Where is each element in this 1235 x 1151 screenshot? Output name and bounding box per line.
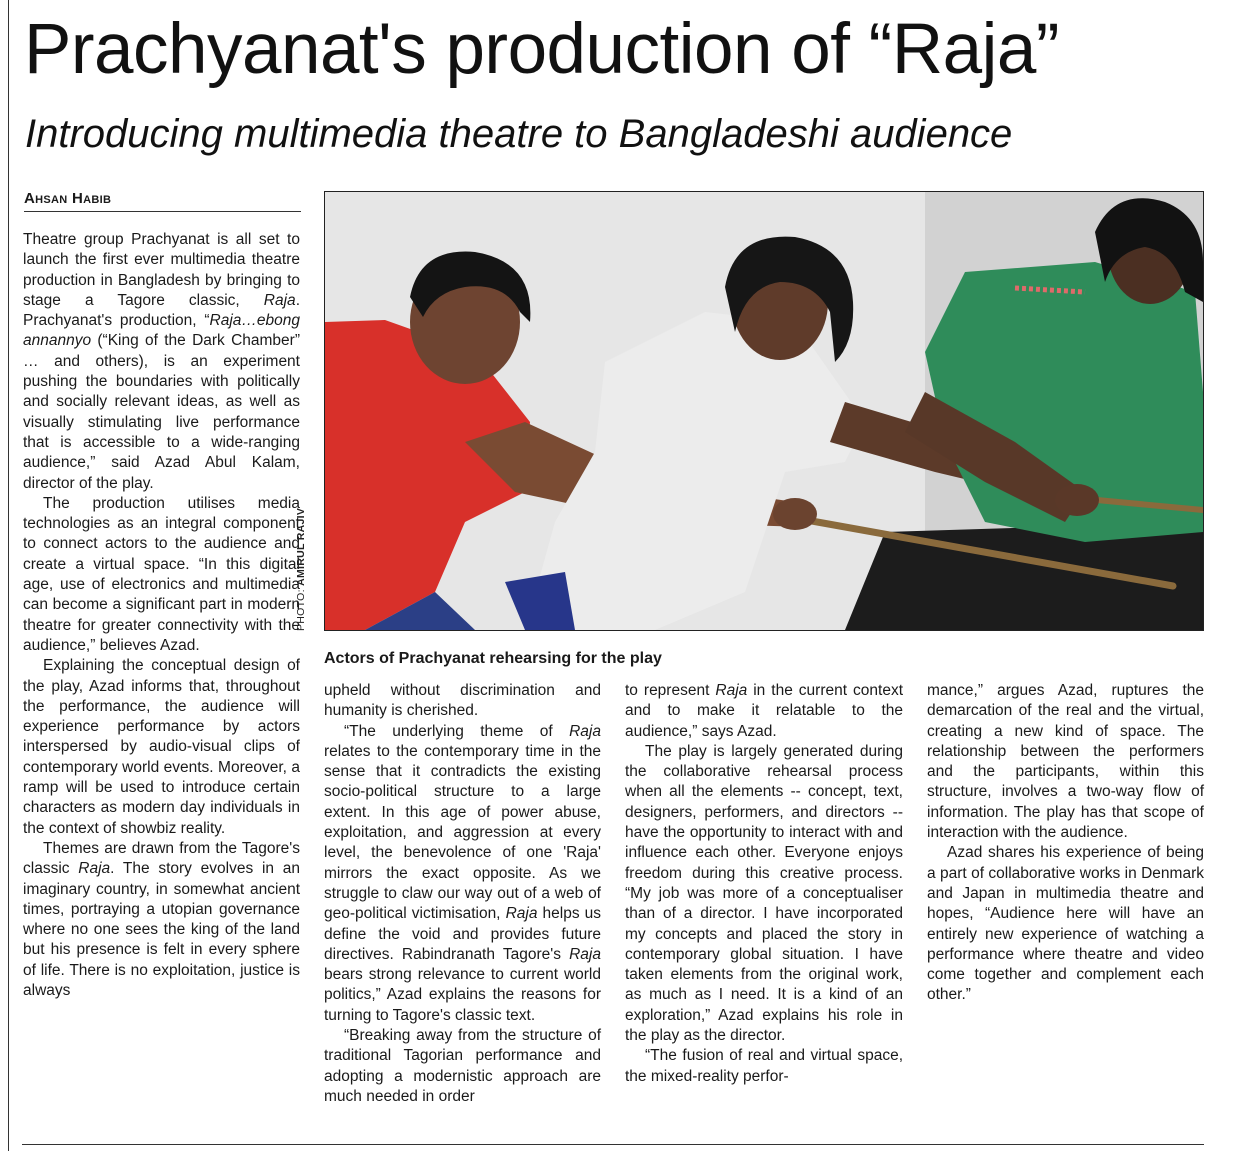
subheadline: Introducing multimedia theatre to Bangladeshi audience — [25, 112, 1013, 156]
paragraph: The play is largely generated during the collaborative rehearsal process when all the elements -- concept, text, designers, performers, and directors -- have the opportunity to interact with and influence each other. Everyone enjoys freedom during this creative process. “My job was more of a conceptualiser than of a director. I have incorporated my concepts and placed the story in contemporary global situation. I have taken elements from the original work, as much as I need. It is a kind of an exploration,” Azad explains his role in the play as the director. — [625, 742, 903, 1045]
byline: Ahsan Habib — [24, 190, 301, 212]
article-photo — [324, 191, 1204, 631]
paragraph: “Breaking away from the structure of traditional Tagorian performance and adopting a modernistic approach are much needed in order — [324, 1027, 601, 1105]
paragraph: Theatre group Prachyanat is all set to launch the first ever multimedia theatre production in Bangladesh by bringing to stage a Tagore classic, Raja. Prachyanat's production, “Raja…ebong annannyo (“King of the Dark Chamber” … and others), is an experiment pushing the boundaries with politically and socially relevant ideas, as well as visually stimulating live performance that is accessible to a wide-ranging audience,” said Azad Abul Kalam, director of the play. — [23, 231, 300, 492]
paragraph: Explaining the conceptual design of the play, Azad informs that, throughout the performance, the audience will experience performance by actors interspersed by audio-visual clips of contemporary world events. Moreover, a ramp will be used to introduce certain characters as modern day individuals in the context of showbiz reality. — [23, 657, 300, 837]
photo-caption: Actors of Prachyanat rehearsing for the play — [324, 650, 662, 667]
paragraph: Themes are drawn from the Tagore's classic Raja. The story evolves in an imaginary country, in somewhat ancient times, portraying a utopian governance where no one sees the king of the land but his presence is felt in every sphere of life. There is no exploitation, justice is always — [23, 839, 300, 999]
left-column-rule — [8, 0, 9, 1151]
article-column-3 — [625, 681, 903, 1087]
paragraph: “The underlying theme of Raja relates to the contemporary time in the sense that it contradicts the existing socio-political structure to a large extent. In this age of power abuse, exploitation, and aggression at every level, the benevolence of one 'Raja' mirrors the exact opposite. As we struggle to claw our way out of a web of geo-political victimisation, Raja helps us define the void and provides future directives. Rabindranath Tagore's Raja bears strong relevance to current world politics,” Azad explains the reasons for turning to Tagore's classic text. — [324, 722, 601, 1024]
paragraph: Azad shares his experience of being a part of collaborative works in Denmark and Japan in multimedia theatre and hopes, “Audience here will have an entirely new experience of watching a performance where theatre and video come together and complement each other.” — [927, 844, 1204, 1004]
rehearsal-photo-illustration — [325, 192, 1203, 630]
paragraph: “The fusion of real and virtual space, the mixed-reality perfor- — [625, 1047, 903, 1085]
bottom-rule — [22, 1144, 1204, 1145]
paragraph: to represent Raja in the current context and to make it relatable to the audience,” says Azad. — [625, 682, 903, 740]
headline: Prachyanat's production of “Raja” — [24, 10, 1059, 89]
article-column-4 — [927, 681, 1204, 1006]
paragraph: upheld without discrimination and humanity is cherished. — [324, 682, 601, 720]
article-column-1 — [23, 230, 300, 1001]
paragraph: mance,” argues Azad, ruptures the demarcation of the real and the virtual, creating a new kind of space. The relationship between the performers and the participants, within this structure, involves a two-way flow of information. The play has that scope of interaction with the audience. — [927, 682, 1204, 842]
photo-credit: PHOTO: AMIRUL RAJIV — [295, 507, 307, 631]
paragraph: The production utilises media technologies as an integral component to connect actors to the audience and create a virtual space. “In this digital age, use of electronics and multimedia can become a significant part in modern theatre for greater connectivity with the audience,” believes Azad. — [23, 494, 300, 654]
article-column-2 — [324, 681, 601, 1107]
